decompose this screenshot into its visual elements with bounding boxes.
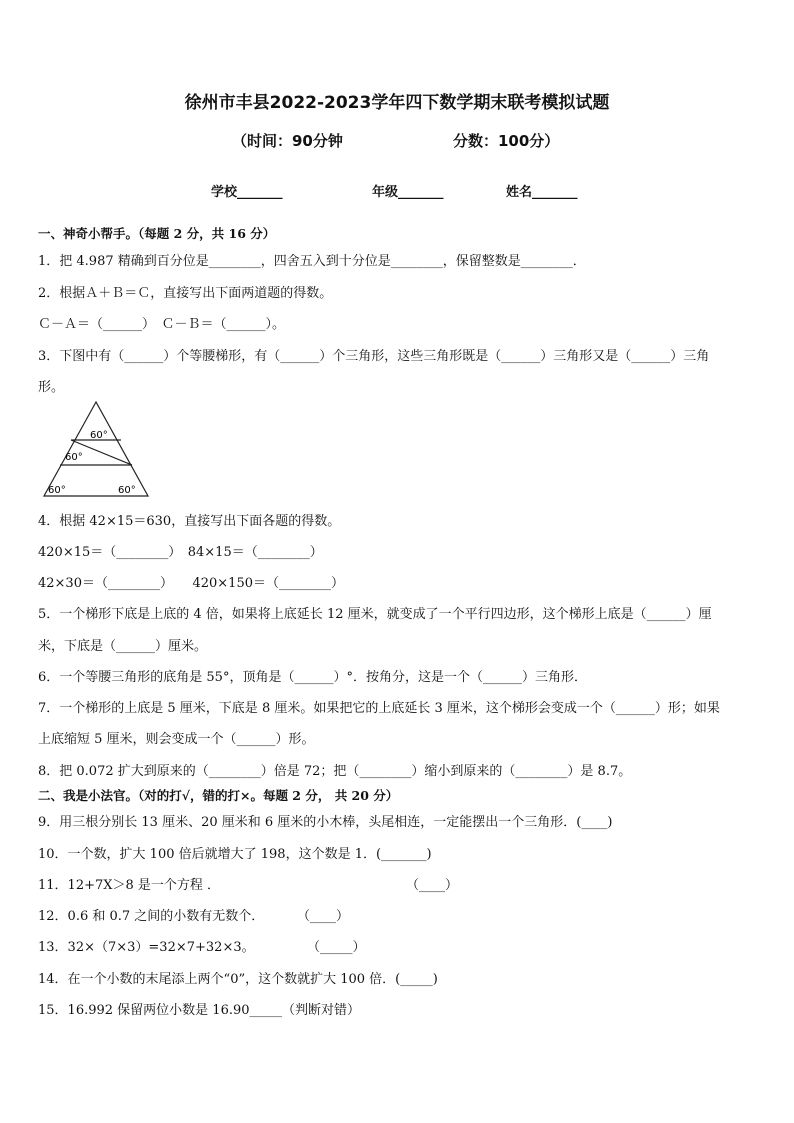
- section-heading-2: 二、我是小法官。（对的打√，错的打×。每题 2 分， 共 20 分）: [38, 788, 399, 803]
- angle-label-top: 60°: [90, 430, 108, 441]
- page-title: 徐州市丰县2022-2023学年四下数学期末联考模拟试题: [184, 93, 610, 113]
- question-5: 5．一个梯形下底是上底的 4 倍，如果将上底延长 12 厘米，就变成了一个平行四边形，这个梯形上底是（______）厘: [38, 607, 712, 622]
- question-3: 3．下图中有（______）个等腰梯形，有（______）个三角形，这些三角形既是（______）三角形又是（______）三角: [38, 349, 710, 364]
- question-6: 6．一个等腰三角形的底角是 55°，顶角是（______）°．按角分，这是一个（______）三角形．: [38, 670, 587, 685]
- section-heading-1: 一、神奇小帮手。（每题 2 分，共 16 分）: [38, 226, 276, 241]
- question-12: 12．0.6 和 0.7 之间的小数有无数个．: [38, 909, 265, 924]
- question-7-cont: 上底缩短 5 厘米，则会变成一个（______）形。: [38, 732, 315, 747]
- question-3-cont: 形。: [38, 380, 65, 395]
- name-field: 姓名_______: [506, 185, 578, 200]
- question-13: 13．32×（7×3）=32×7+32×3。: [38, 940, 255, 955]
- question-4: 4．根据 42×15＝630，直接写出下面各题的得数。: [38, 514, 341, 529]
- question-11: 11．12+7X＞8 是一个方程 ．: [38, 878, 221, 893]
- question-2-answers: Ｃ－Ａ＝（______） Ｃ－Ｂ＝（______）。: [38, 317, 286, 332]
- angle-label-bottom-left: 60°: [48, 485, 66, 496]
- question-7: 7．一个梯形的上底是 5 厘米，下底是 8 厘米。如果把它的上底延长 3 厘米，这个梯形会变成一个（______）形；如果: [38, 701, 720, 716]
- question-4-row-1: 420×15＝（________） 84×15＝（________）: [38, 545, 323, 560]
- exam-score: 分数：100分）: [453, 132, 560, 150]
- question-5-cont: 米，下底是（______）厘米。: [38, 639, 208, 654]
- question-4-row-2: 42×30＝（________） 420×150＝（________）: [38, 576, 344, 591]
- question-14: 14．在一个小数的末尾添上两个“0”，这个数就扩大 100 倍．(_____): [38, 972, 438, 987]
- school-field: 学校_______: [211, 185, 283, 200]
- question-1: 1．把 4.987 精确到百分位是________，四舍五入到十分位是________，保留整数是________．: [38, 254, 586, 269]
- question-13-answer: （_____）: [307, 940, 366, 955]
- triangle-figure: [38, 398, 154, 502]
- question-10: 10．一个数，扩大 100 倍后就增大了 198，这个数是 1．(_______): [38, 847, 432, 862]
- angle-label-bottom-right: 60°: [118, 485, 136, 496]
- exam-time: （时间：90分钟: [232, 132, 343, 150]
- question-9: 9．用三根分别长 13 厘米、20 厘米和 6 厘米的小木棒，头尾相连，一定能摆出一个三角形．(____): [38, 815, 613, 830]
- question-8: 8．把 0.072 扩大到原来的（________）倍是 72；把（________）缩小到原来的（________）是 8.7。: [38, 764, 632, 779]
- question-2: 2．根据Ａ＋Ｂ＝Ｃ，直接写出下面两道题的得数。: [38, 286, 333, 301]
- question-11-answer: （____）: [406, 878, 459, 893]
- grade-field: 年级_______: [372, 185, 444, 200]
- question-12-answer: （____）: [297, 909, 350, 924]
- angle-label-mid: 60°: [65, 452, 83, 463]
- question-15: 15．16.992 保留两位小数是 16.90_____（判断对错）: [38, 1003, 361, 1018]
